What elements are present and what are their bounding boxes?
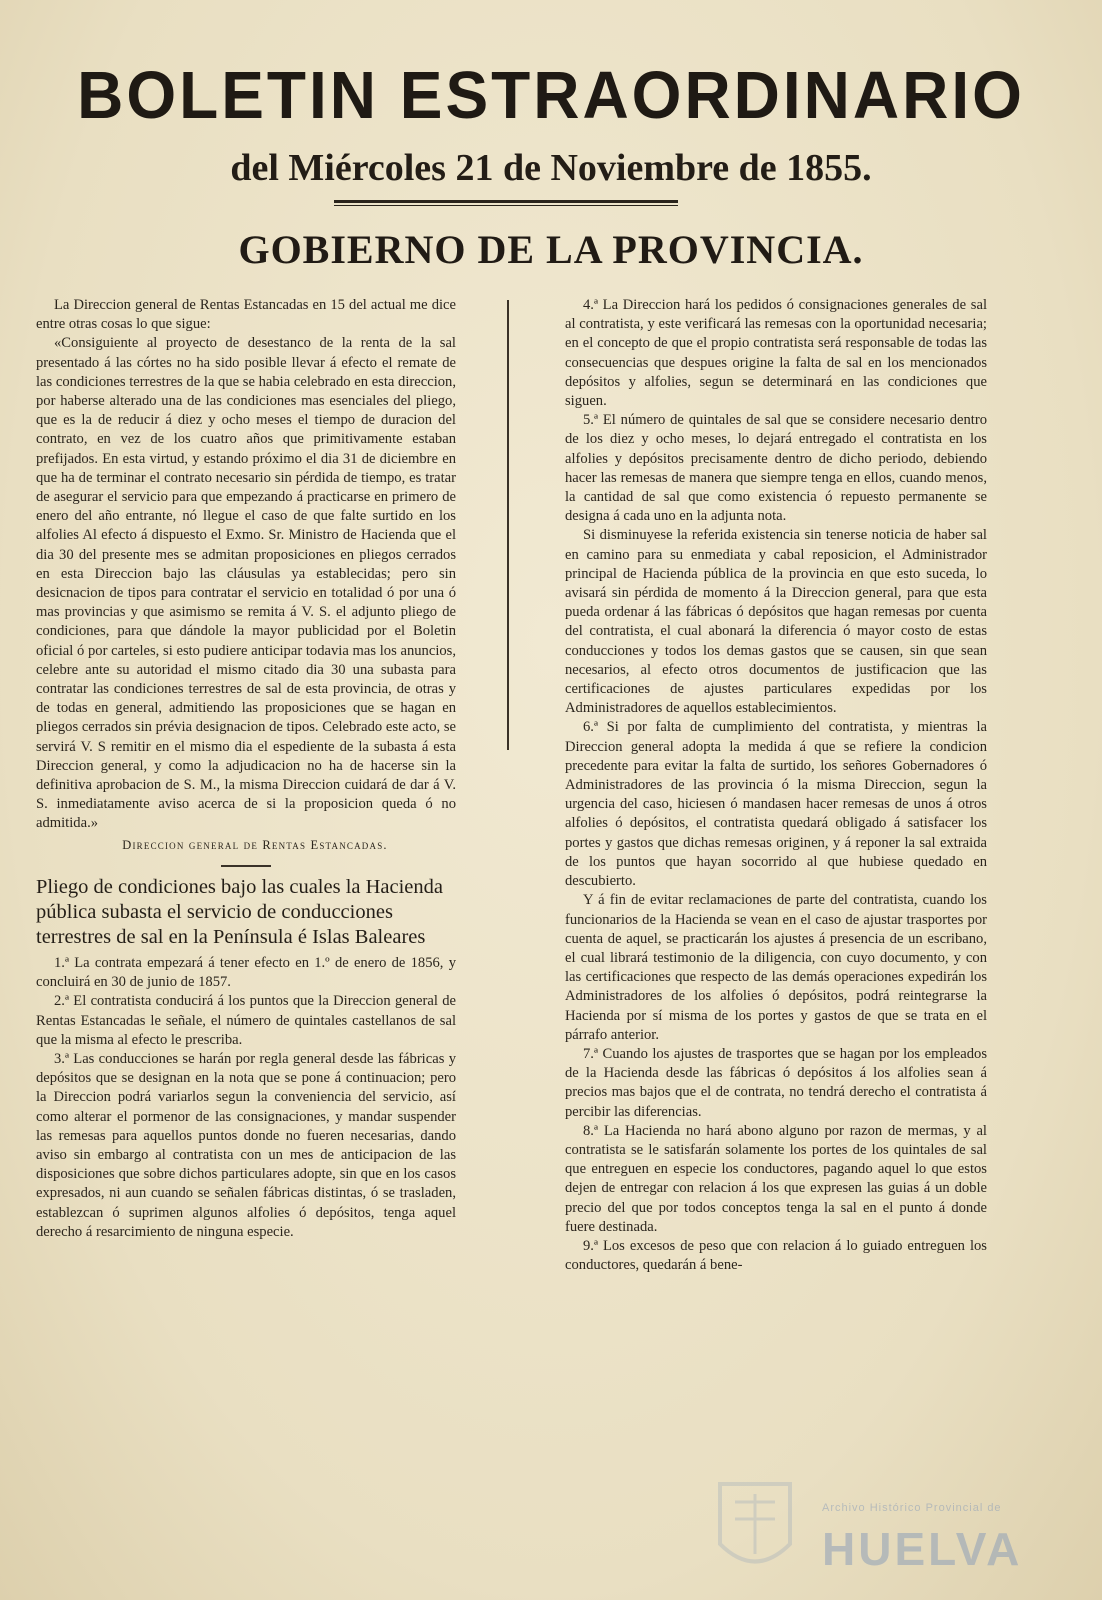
clause-paragraph: 1.ª La contrata empezará á tener efecto en 1.º de enero de 1856, y concluirá en 30 de junio de 1857. bbox=[36, 954, 456, 991]
clause-paragraph: 4.ª La Direccion hará los pedidos ó consignaciones generales de sal al contratista, y este verificará las remesas con la oportunidad necesaria; en el concepto de que el propio contratista será responsable de todas las consecuencias que despues origine la falta de sal en los mencionados depósitos y alfolies, segun se determinará en las condiciones que siguen. bbox=[565, 297, 987, 410]
watermark-huelva: HUELVA bbox=[822, 1523, 1023, 1575]
separator-rule bbox=[221, 865, 271, 867]
clause-paragraph: 9.ª Los excesos de peso que con relacion á lo guiado entreguen los conductores, quedarán á bene- bbox=[565, 1237, 987, 1274]
header-rule-top bbox=[334, 200, 678, 203]
header-rule-bottom bbox=[334, 205, 678, 206]
clause-paragraph: 7.ª Cuando los ajustes de trasportes que se hagan por los empleados de la Hacienda desde las fábricas ó depósitos á los alfolies sean á precios mas bajos que el de contrata, no tendrá derecho el contratista á percibir las diferencias. bbox=[565, 1045, 987, 1120]
masthead-title: BOLETIN ESTRAORDINARIO bbox=[77, 57, 1025, 133]
clause-paragraph: Y á fin de evitar reclamaciones de parte del contratista, cuando los funcionarios de la Hacienda se vean en el caso de ajustar trasportes por cuenta de aquel, se practicarán los ajustes á presencia de un escribano, el cual librará testimonio de la diligencia, con cuyo documento, y con las certificaciones que respecto de las demás operaciones expedirán los Administradores de los alfolies ó depósitos, podrá reintegrarse la Hacienda por sí misma de los portes y gastos de que se trata en el párrafo anterior. bbox=[565, 892, 987, 1043]
clause-paragraph: Si disminuyese la referida existencia sin tenerse noticia de haber sal en camino para su enmediata y cabal reposicion, el Administrador principal de Hacienda pública de la provincia en que esto suceda, lo avisará sin pérdida de momento á la Direccion general, para que esta pueda ordenar á las fábricas ó depósitos que hagan remesas por cuenta del contratista, el cual abonará la diferencia ó mayor costo de estas conducciones y todos los demas gastos que se causen, sin que sean necesarios, al efecto otros documentos de justificacion que las certificaciones de ajustes particulares expedidas por los Administradores de aquellos establecimientos. bbox=[565, 527, 987, 717]
signature-line: Direccion general de Rentas Estancadas. bbox=[122, 837, 388, 852]
dateline: del Miércoles 21 de Noviembre de 1855. bbox=[230, 147, 872, 189]
column-divider bbox=[507, 300, 509, 750]
right-column bbox=[565, 296, 987, 1275]
intro-paragraph: La Direccion general de Rentas Estancadas en 15 del actual me dice entre otras cosas lo que sigue: bbox=[36, 297, 456, 333]
pliego-heading: Pliego de condiciones bajo las cuales la Hacienda pública subasta el servicio de conducciones terrestres de sal en la Península é Islas Baleares bbox=[36, 875, 444, 948]
clause-paragraph: 5.ª El número de quintales de sal que se considere necesario dentro de los diez y ocho meses, lo dejará entregado el contratista en los alfolies y depósitos precisamente dentro de dicho periodo, debiendo hacer las remesas de manera que siempre tenga en ellos, cuando menos, la cantidad de sal que como existencia ó repuesto permanente se designa á cada uno en la adjunta nota. bbox=[565, 412, 987, 525]
section-title: GOBIERNO DE LA PROVINCIA. bbox=[238, 227, 864, 272]
left-column bbox=[36, 296, 456, 1242]
clause-paragraph: 8.ª La Hacienda no hará abono alguno por razon de mermas, y al contratista se le satisfarán solamente los portes de los quintales de sal que entreguen en especie los conductores, pagando aquel lo que estos dejen de entregar con relacion á los que expresen las guias á un doble precio del que por todos conceptos tenga la sal en el punto á donde fuere destinada. bbox=[565, 1122, 987, 1235]
watermark-caption: Archivo Histórico Provincial de bbox=[822, 1502, 1002, 1514]
quoted-circular: «Consiguiente al proyecto de desestanco de la renta de la sal presentado á las córtes no ha sido posible llevar á efecto el remate de las condiciones terrestres de la que se habia celebrado en esta direccion, por haberse alterado una de las condiciones mas esenciales del pliego, que es la de reducir á diez y ocho meses el tiempo de duracion del contrato, en vez de los cuatro años que primitivamente estaban prefijados. En esta virtud, y estando próximo el dia 31 de diciembre en que ha de terminar el contrato necesario sin pérdida de tiempo, es tratar de asegurar el servicio para que empezando á practicarse en primero de enero del año entrante, nó llegue el caso de que falte surtido en los alfolies Al efecto á dispuesto el Exmo. Sr. Ministro de Hacienda que el dia 30 del presente mes se admitan proposiciones en pliegos cerrados en esta Direccion bajo las cláusulas ya establecidas; pero sin desicnacion de tipos para contratar el servicio en totalidad ó por una ó mas provincias y que asimismo se remita á V. S. el adjunto pliego de condiciones, para que dándole la mayor publicidad por el Boletin oficial ó por carteles, si esto pudiere anticipar todavia mas los anuncios, celebre ante su autoridad el mismo citado dia 30 una subasta para contratar las condiciones terrestres de sal de esta provincia, de otras y de todas en general, admitiendo las proposiciones que se hagan en pliegos cerrados sin prévia designacion de tipos. Celebrado este acto, se servirá V. S remitir en el mismo dia el espediente de la subasta á esta Direccion general, y como la adjudicacion no ha de hacerse sin la definitiva aprobacion de S. M., la misma Direccion cuidará de dar á V. S. inmediatamente aviso acerca de si la proposicion queda ó no admitida.» bbox=[36, 335, 456, 832]
clause-paragraph: 2.ª El contratista conducirá á los puntos que la Direccion general de Rentas Estancadas le señale, el número de quintales castellanos de sal que la misma al efecto le prescriba. bbox=[36, 993, 456, 1048]
clause-paragraph: 3.ª Las conducciones se harán por regla general desde las fábricas y depósitos que se designan en la nota que se pone á continuacion; pero la Direccion podrá variarlos segun la conveniencia del servicio, así como alterar el pormenor de las consignaciones, y mandar suspender las remesas para aquellos puntos donde no fueren necesarias, dando aviso sin embargo al contratista con un mes de anticipacion de las disposiciones que sobre dichos particulares adopte, sin que en los casos expresados, ni aun cuando se señalen fábricas distintas, ó se trasladen, establezcan ó suprimen algunos alfolies ó depósitos, tenga aquel derecho á resarcimiento de ninguna especie. bbox=[36, 1050, 456, 1240]
clause-paragraph: 6.ª Si por falta de cumplimiento del contratista, y mientras la Direccion general adopta la medida á que se refiere la condicion precedente para evitar la falta de surtido, los señores Gobernadores ó Administradores de las provincia ó la misma Direccion, segun la urgencia del caso, hiciesen ó mandasen hacer remesas de unos á otros alfolies ó depósitos, el contratista quedará obligado á satisfacer los portes y gastos que dichas remesas originen, y á reponer la sal extraida de los puntos que hayan socorrido al que hubiese quedado en descubierto. bbox=[565, 719, 987, 890]
